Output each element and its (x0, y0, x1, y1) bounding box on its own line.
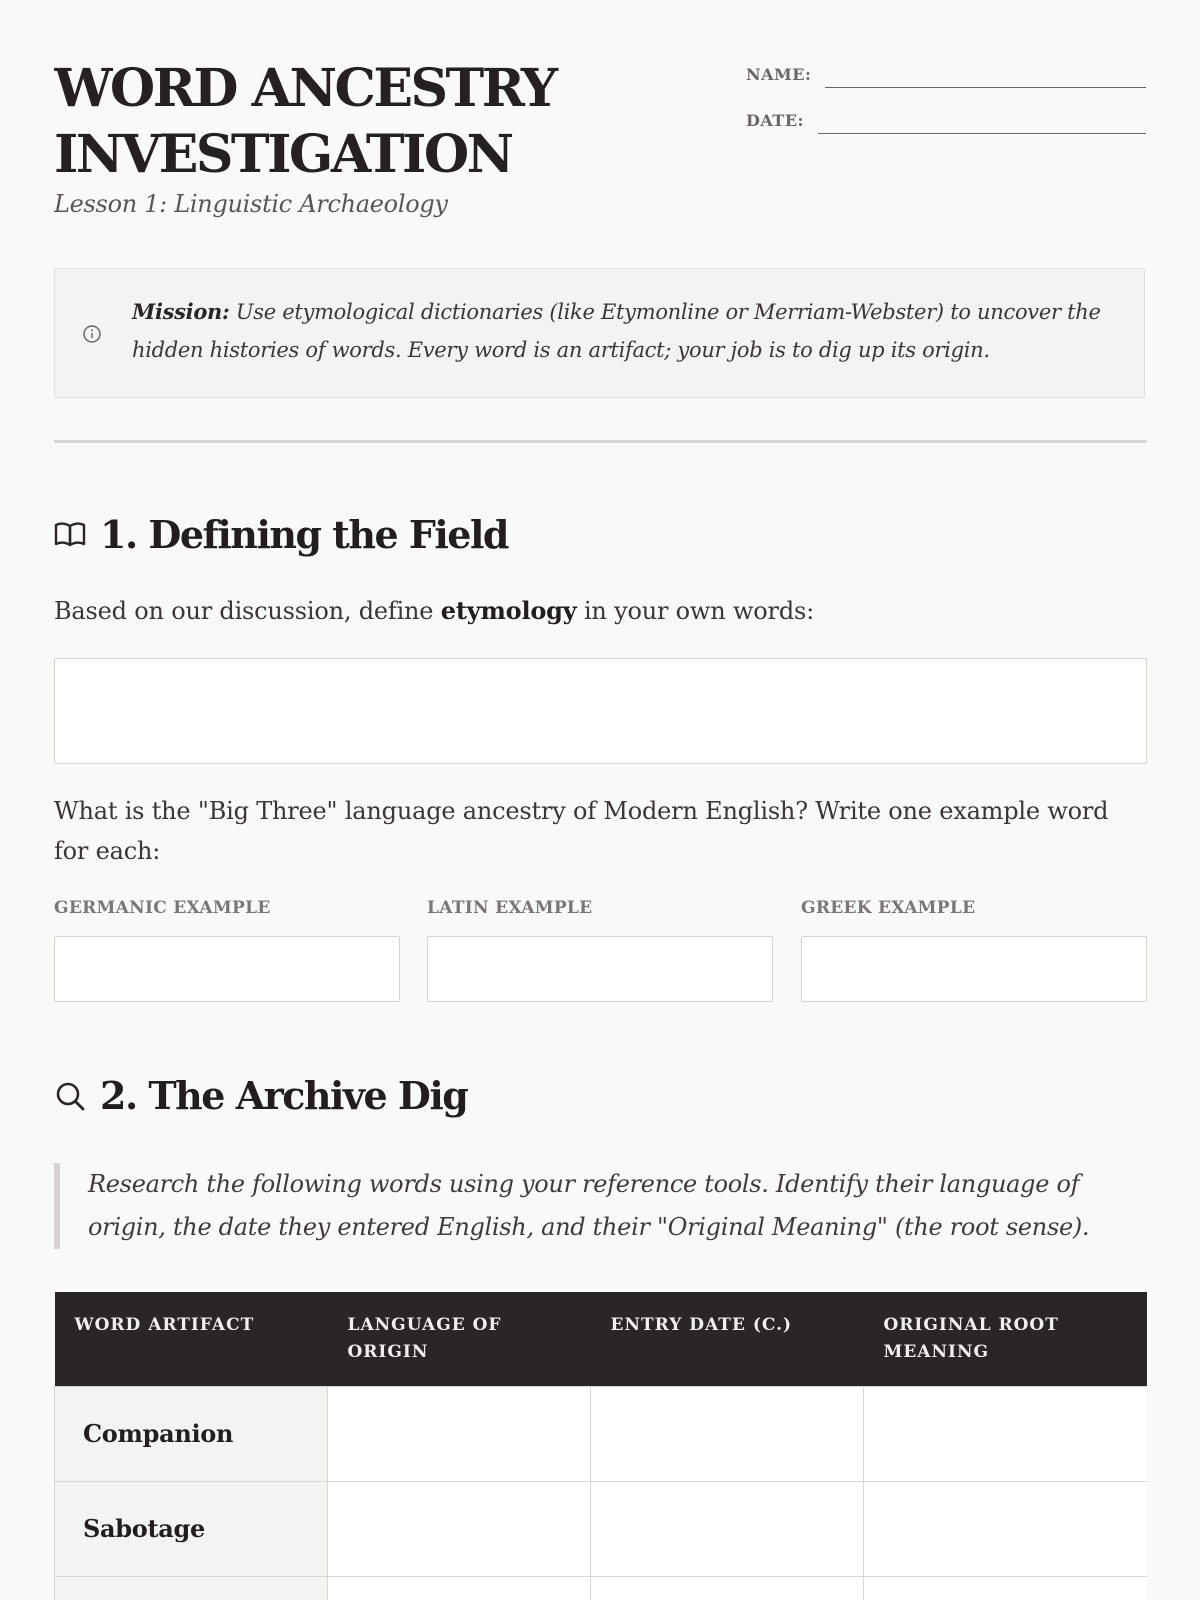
header-original-root-meaning: ORIGINAL ROOT MEANING (864, 1292, 1148, 1386)
germanic-example (54, 898, 400, 1002)
language-cell[interactable] (328, 1481, 591, 1576)
word-cell: Companion (55, 1386, 328, 1481)
info-icon (83, 325, 101, 343)
table-header (55, 1292, 1148, 1386)
section-2-title: 2. The Archive Dig (100, 1073, 468, 1118)
big-three-prompt: What is the "Big Three" language ancestry of Modern English? Write one example word for each: (54, 797, 1109, 865)
archive-table (54, 1292, 1147, 1600)
header-word-artifact: WORD ARTIFACT (55, 1292, 328, 1386)
page-title (54, 56, 694, 188)
prompt-bold: etymology (440, 596, 577, 625)
root-meaning-cell[interactable] (864, 1386, 1148, 1481)
search-icon (54, 1080, 86, 1112)
table-row (55, 1481, 1148, 1576)
etymology-prompt (54, 591, 1147, 631)
name-label: NAME: (746, 65, 812, 84)
worksheet-page (54, 0, 1147, 1600)
section-2-heading (54, 1073, 467, 1118)
greek-example (801, 898, 1147, 1002)
table-row (55, 1386, 1148, 1481)
germanic-example-label: GERMANIC EXAMPLE (54, 898, 271, 918)
prompt-before: Based on our discussion, define (54, 597, 441, 625)
prompt-after: in your own words: (576, 597, 814, 625)
root-meaning-cell[interactable] (864, 1576, 1148, 1600)
mission-text (132, 293, 1112, 369)
date-row (746, 102, 1146, 134)
section-divider (54, 440, 1147, 443)
greek-example-label: GREEK EXAMPLE (801, 898, 976, 918)
date-label: DATE: (746, 111, 804, 130)
header-language-of-origin: LANGUAGE OF ORIGIN (328, 1292, 591, 1386)
entry-date-cell[interactable] (591, 1386, 864, 1481)
research-instructions: Research the following words using your reference tools. Identify their language of origin, the date they entered English, and their "Original Meaning" (the root sense). (54, 1163, 1147, 1249)
name-field[interactable] (825, 57, 1146, 88)
table-row (55, 1576, 1148, 1600)
language-cell[interactable] (328, 1386, 591, 1481)
header-entry-date: ENTRY DATE (C.) (591, 1292, 864, 1386)
word-cell: Sabotage (55, 1481, 328, 1576)
title-block (54, 56, 694, 218)
book-icon (54, 521, 86, 549)
section-1-heading (54, 512, 508, 557)
entry-date-cell[interactable] (591, 1576, 864, 1600)
mission-body: Use etymological dictionaries (like Etymonline or Merriam-Webster) to uncover the hidden histories of words. Every word is an artifact; your job is to dig up its origin. (132, 300, 1101, 362)
root-meaning-cell[interactable] (864, 1481, 1148, 1576)
title-line-1: WORD ANCESTRY (54, 58, 556, 119)
worksheet-header (54, 0, 1147, 250)
name-row (746, 56, 1146, 88)
latin-example-label: LATIN EXAMPLE (427, 898, 593, 918)
latin-example (427, 898, 773, 1002)
language-cell[interactable] (328, 1576, 591, 1600)
mission-label: Mission: (132, 299, 230, 324)
germanic-example-input[interactable] (54, 936, 400, 1002)
page-subtitle: Lesson 1: Linguistic Archaeology (54, 190, 448, 218)
word-cell (55, 1576, 328, 1600)
mission-box (54, 268, 1145, 398)
section-1-title: 1. Defining the Field (100, 512, 508, 557)
greek-example-input[interactable] (801, 936, 1147, 1002)
date-field[interactable] (818, 103, 1146, 134)
entry-date-cell[interactable] (591, 1481, 864, 1576)
student-meta (746, 56, 1146, 148)
title-line-2: INVESTIGATION (54, 124, 512, 185)
latin-example-input[interactable] (427, 936, 773, 1002)
etymology-answer-box[interactable] (54, 658, 1147, 764)
